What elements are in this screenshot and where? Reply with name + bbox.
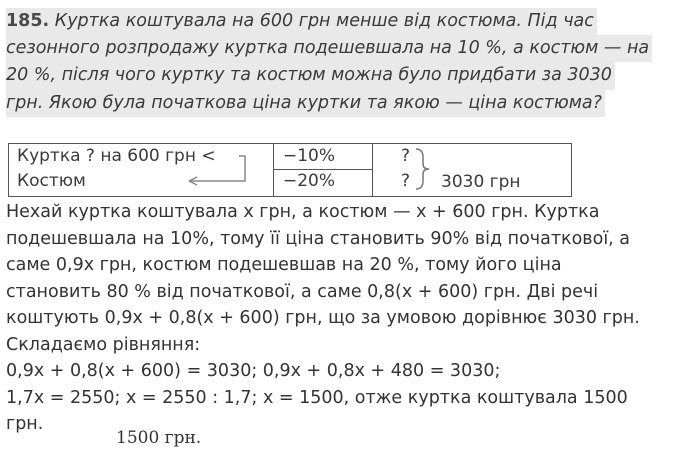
jacket-label: Куртка ? на 600 грн < (17, 146, 216, 166)
brace-icon (414, 147, 432, 191)
problem-line-2: сезонного розпродажу куртка подешевшала на 10 %, а костюм — на (6, 35, 652, 62)
total-price: 3030 грн (441, 172, 521, 192)
solution-line-7: 0,9x + 0,8(x + 600) = 3030; 0,9x + 0,8x + 480 = 3030; (6, 361, 501, 381)
solution-line-6: Складаємо рівняння: (6, 334, 201, 355)
table-divider-1 (273, 144, 274, 196)
problem-line-3: 20 %, після чого куртку та костюм можна було придбати за 3030 (6, 62, 615, 89)
solution-line-8: 1,7x = 2550; x = 2550 : 1,7; x = 1500, отже куртка коштувала 1500 (6, 387, 628, 408)
jacket-price: ? (401, 146, 411, 166)
solution-line-4: становить 80 % від початкової, а саме 0,8(x + 600) грн. Дві речі (6, 281, 599, 302)
solution-line-5: коштують 0,9x + 0,8(x + 600) грн, що за умовою дорівнює 3030 грн. (6, 308, 640, 328)
suit-discount: −20% (283, 171, 336, 191)
solution-line-1: Нехай куртка коштувала x грн, а костюм — x + 600 грн. Куртка (6, 202, 600, 222)
solution-text (6, 199, 690, 438)
condition-table (8, 143, 572, 197)
table-divider-2 (372, 144, 373, 196)
solution-line-2: подешевшала на 10%, тому її ціна становить 90% від початкової, а (6, 228, 631, 249)
final-answer: 1500 грн. (116, 428, 202, 448)
table-row-divider (273, 169, 372, 170)
solution-line-9: грн. (6, 414, 44, 434)
problem-statement (6, 8, 690, 117)
suit-label: Костюм (17, 171, 86, 191)
problem-line-4: грн. Якою була початкова ціна куртки та якою — ціна костюма? (6, 90, 605, 117)
problem-line-1 (6, 8, 597, 35)
comparison-arrow-icon (179, 150, 259, 190)
jacket-discount: −10% (283, 146, 336, 166)
suit-price: ? (401, 171, 411, 191)
problem-number: 185. (6, 11, 50, 31)
problem-text-1: Куртка коштувала на 600 грн менше від костюма. Під час (54, 11, 594, 31)
solution-line-3: саме 0,9x грн, костюм подешевшав на 20 %, тому його ціна (6, 255, 562, 275)
